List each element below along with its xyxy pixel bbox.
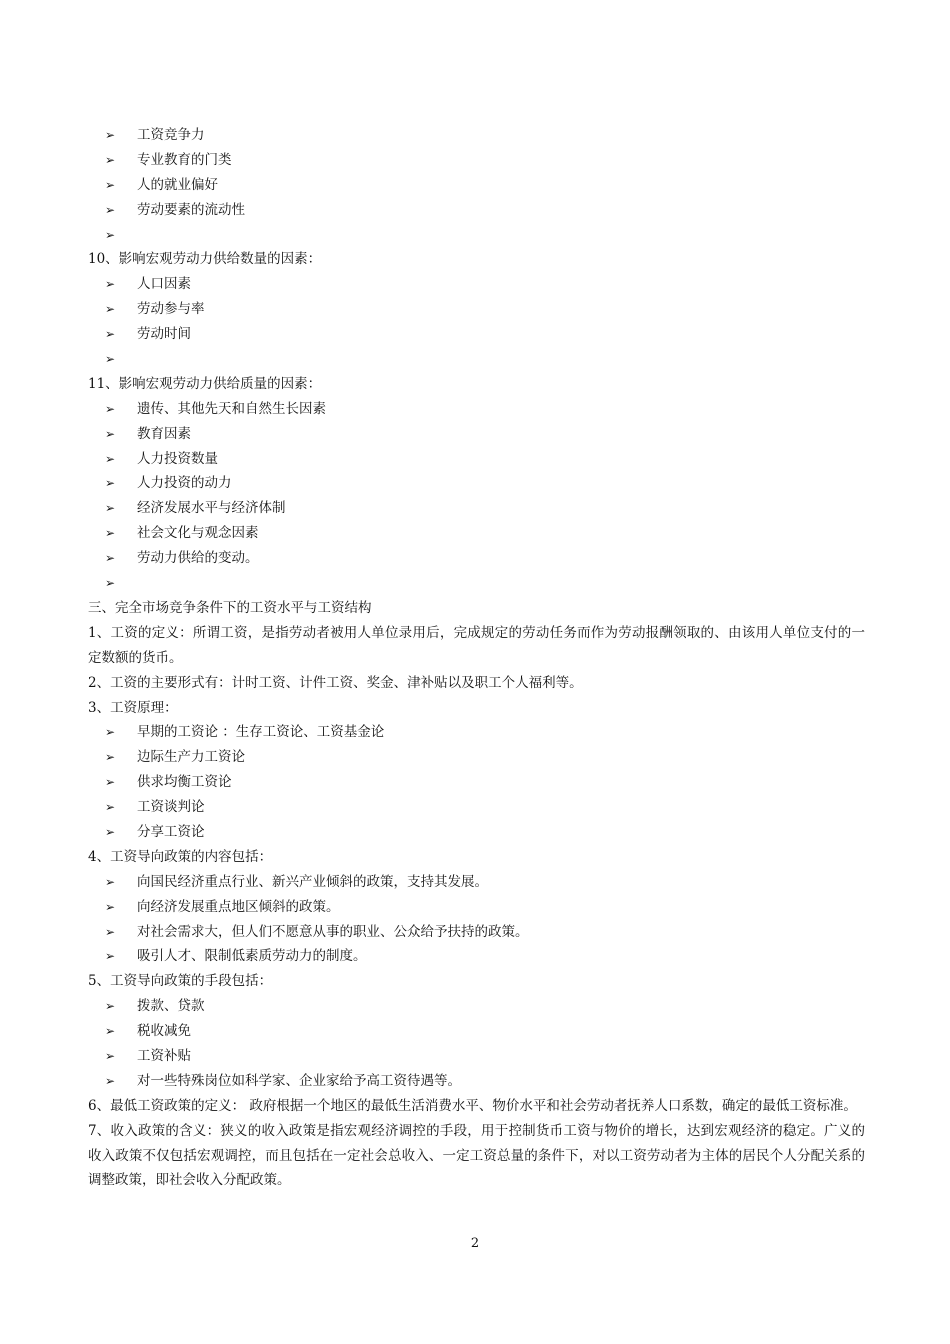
arrow-bullet-icon: ➢	[105, 426, 116, 441]
arrow-bullet-icon: ➢	[105, 277, 116, 292]
list-item	[88, 1069, 865, 1094]
list-item	[88, 496, 865, 521]
bullet-list	[88, 870, 865, 970]
list-item-text: 分享工资论	[137, 823, 205, 840]
list-item-text: 对一些特殊岗位如科学家、企业家给予高工资待遇等。	[137, 1072, 461, 1089]
list-item-text: 劳动要素的流动性	[137, 201, 245, 218]
bullet-list	[88, 994, 865, 1094]
list-item-text: 人的就业偏好	[137, 176, 218, 193]
arrow-bullet-icon: ➢	[105, 352, 116, 367]
arrow-bullet-icon: ➢	[105, 451, 116, 466]
arrow-bullet-icon: ➢	[105, 750, 116, 765]
arrow-bullet-icon: ➢	[105, 501, 116, 516]
list-item	[88, 1019, 865, 1044]
list-item-text: 工资补贴	[137, 1047, 191, 1064]
list-item-text: 吸引人才、限制低素质劳动力的制度。	[137, 948, 367, 965]
arrow-bullet-icon: ➢	[105, 824, 116, 839]
arrow-bullet-icon: ➢	[105, 551, 116, 566]
list-item-text: 专业教育的门类	[137, 151, 232, 168]
list-item-text: 拨款、贷款	[137, 998, 205, 1015]
bullet-list	[88, 123, 865, 247]
list-item	[88, 870, 865, 895]
heading-10: 10、影响宏观劳动力供给数量的因素：	[88, 251, 322, 268]
list-item-text: 供求均衡工资论	[137, 774, 232, 791]
arrow-bullet-icon: ➢	[105, 775, 116, 790]
paragraph-7: 7、收入政策的含义：狭义的收入政策是指宏观经济调控的手段，用于控制货币工资与物价的增长，达到宏观经济的稳定。广义的收入政策不仅包括宏观调控，而且包括在一定社会总收入、一定工资总量的条件下，对以工资劳动者为主体的居民个人分配关系的调整政策，即社会收入分配政策。	[88, 1122, 865, 1189]
list-item	[88, 347, 865, 372]
list-item-text: 工资谈判论	[137, 799, 205, 816]
list-item	[88, 546, 865, 571]
arrow-bullet-icon: ➢	[105, 874, 116, 889]
list-item-text: 税收减免	[137, 1023, 191, 1040]
list-item-text: 对社会需求大，但人们不愿意从事的职业、公众给予扶持的政策。	[137, 923, 529, 940]
list-item-text: 社会文化与观念因素	[137, 525, 259, 542]
document-body	[88, 123, 865, 1193]
page-number: 2	[470, 1236, 480, 1251]
heading-11: 11、影响宏观劳动力供给质量的因素：	[88, 375, 322, 392]
list-item	[88, 521, 865, 546]
list-item	[88, 770, 865, 795]
arrow-bullet-icon: ➢	[105, 152, 116, 167]
list-item	[88, 471, 865, 496]
arrow-bullet-icon: ➢	[105, 576, 116, 591]
bullet-list	[88, 720, 865, 844]
list-item-text: 人口因素	[137, 276, 191, 293]
arrow-bullet-icon: ➢	[105, 1073, 116, 1088]
arrow-bullet-icon: ➢	[105, 1048, 116, 1063]
bullet-list	[88, 272, 865, 372]
list-item	[88, 571, 865, 596]
list-item	[88, 198, 865, 223]
arrow-bullet-icon: ➢	[105, 526, 116, 541]
list-item-text: 遗传、其他先天和自然生长因素	[137, 400, 326, 417]
list-item	[88, 422, 865, 447]
list-item-text: 劳动力供给的变动。	[137, 550, 259, 567]
list-item-text: 人力投资的动力	[137, 475, 232, 492]
section-heading: 三、完全市场竞争条件下的工资水平与工资结构	[88, 599, 372, 616]
list-item	[88, 397, 865, 422]
arrow-bullet-icon: ➢	[105, 899, 116, 914]
list-item-text: 经济发展水平与经济体制	[137, 500, 286, 517]
arrow-bullet-icon: ➢	[105, 949, 116, 964]
list-item	[88, 123, 865, 148]
list-item	[88, 820, 865, 845]
arrow-bullet-icon: ➢	[105, 800, 116, 815]
arrow-bullet-icon: ➢	[105, 401, 116, 416]
list-item	[88, 944, 865, 969]
list-item-text: 工资竞争力	[137, 127, 205, 143]
list-item-text: 向国民经济重点行业、新兴产业倾斜的政策，支持其发展。	[137, 873, 488, 890]
bullet-list	[88, 397, 865, 596]
arrow-bullet-icon: ➢	[105, 476, 116, 491]
list-item	[88, 994, 865, 1019]
arrow-bullet-icon: ➢	[105, 327, 116, 342]
list-item	[88, 920, 865, 945]
list-item-text: 边际生产力工资论	[137, 749, 245, 766]
list-item-text: 教育因素	[137, 425, 191, 442]
arrow-bullet-icon: ➢	[105, 177, 116, 192]
list-item	[88, 322, 865, 347]
arrow-bullet-icon: ➢	[105, 302, 116, 317]
list-item	[88, 272, 865, 297]
paragraph-3: 3、工资原理：	[88, 699, 178, 716]
list-item	[88, 173, 865, 198]
paragraph-1: 1、工资的定义：所谓工资，是指劳动者被用人单位录用后，完成规定的劳动任务而作为劳动报酬领取的、由该用人单位支付的一定数额的货币。	[88, 624, 865, 666]
list-item	[88, 148, 865, 173]
list-item	[88, 795, 865, 820]
list-item	[88, 720, 865, 745]
paragraph-2: 2、工资的主要形式有：计时工资、计件工资、奖金、津补贴以及职工个人福利等。	[88, 674, 583, 691]
list-item	[88, 297, 865, 322]
list-item-text: 劳动参与率	[137, 301, 205, 318]
arrow-bullet-icon: ➢	[105, 725, 116, 740]
list-item	[88, 447, 865, 472]
paragraph-5: 5、工资导向政策的手段包括：	[88, 973, 273, 990]
paragraph-4: 4、工资导向政策的内容包括：	[88, 848, 273, 865]
list-item	[88, 1044, 865, 1069]
arrow-bullet-icon: ➢	[105, 227, 116, 242]
arrow-bullet-icon: ➢	[105, 202, 116, 217]
paragraph-6: 6、最低工资政策的定义： 政府根据一个地区的最低生活消费水平、物价水平和社会劳动者抚养人口系数，确定的最低工资标准。	[88, 1097, 857, 1114]
list-item-text: 劳动时间	[137, 326, 191, 343]
list-item	[88, 745, 865, 770]
list-item	[88, 895, 865, 920]
list-item-text: 早期的工资论 ：生存工资论、工资基金论	[137, 724, 385, 741]
arrow-bullet-icon: ➢	[105, 1024, 116, 1039]
list-item	[88, 223, 865, 248]
arrow-bullet-icon: ➢	[105, 128, 116, 142]
list-item-text: 向经济发展重点地区倾斜的政策。	[137, 898, 340, 915]
arrow-bullet-icon: ➢	[105, 999, 116, 1014]
arrow-bullet-icon: ➢	[105, 924, 116, 939]
list-item-text: 人力投资数量	[137, 450, 218, 467]
